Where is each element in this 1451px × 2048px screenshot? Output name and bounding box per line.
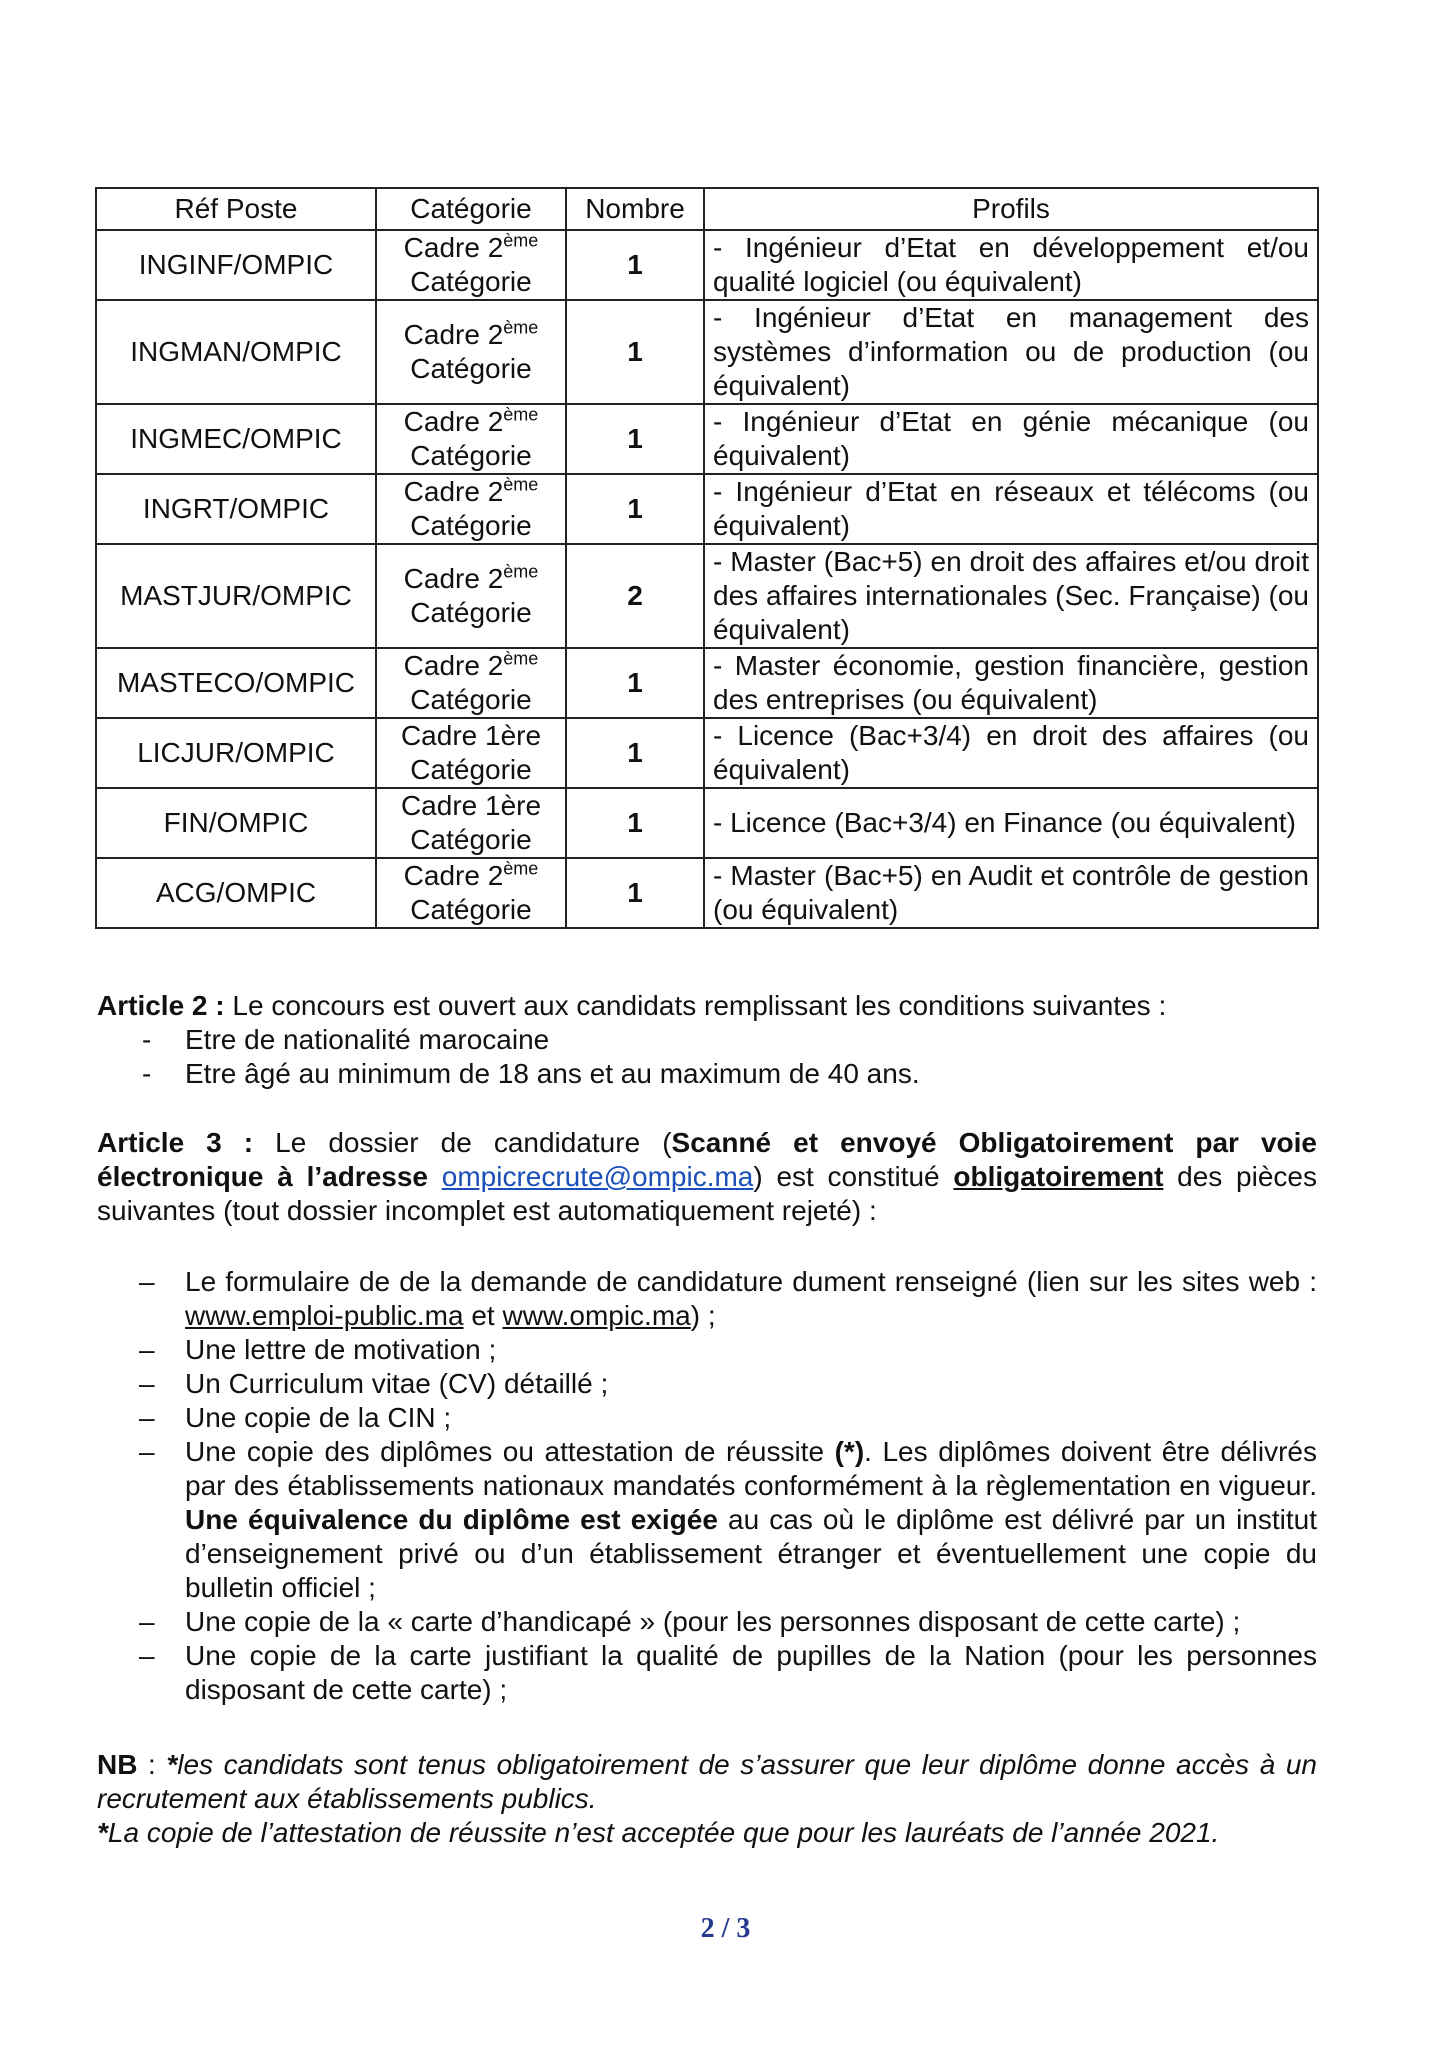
category-cell: Cadre 2ème Catégorie — [376, 858, 566, 928]
category-cell: Cadre 2ème Catégorie — [376, 648, 566, 718]
table-row — [96, 648, 1318, 718]
profile-cell: - Ingénieur d’Etat en management des systèmes d’information ou de production (ou équivalent) — [704, 300, 1318, 404]
profile-cell: - Ingénieur d’Etat en développement et/ou qualité logiciel (ou équivalent) — [704, 230, 1318, 300]
article-2 — [97, 989, 1317, 1091]
article-2-intro: Article 2 : Le concours est ouvert aux candidats remplissant les conditions suivantes : — [97, 990, 1167, 1021]
number-cell: 1 — [566, 300, 704, 404]
email-link[interactable]: ompicrecrute@ompic.ma — [441, 1161, 754, 1192]
list-item: – Une copie des diplômes ou attestation de réussite (*). Les diplômes doivent être délivrés par des établissements nationaux mandatés conformément à la règlementation en vigueur. Une équivalence du diplôme est exigée au cas où le diplôme est délivré par un institut d’enseignement privé ou d’un établissement étranger et éventuellement une copie du bulletin officiel ; — [139, 1436, 1318, 1603]
profile-cell: - Master (Bac+5) en Audit et contrôle de gestion (ou équivalent) — [704, 858, 1318, 928]
header-profiles: Profils — [704, 188, 1318, 230]
table-row — [96, 858, 1318, 928]
category-cell: Cadre 2ème Catégorie — [376, 230, 566, 300]
number-cell: 1 — [566, 788, 704, 858]
category-cell: Cadre 1ère Catégorie — [376, 788, 566, 858]
list-item: – Une copie de la carte justifiant la qualité de pupilles de la Nation (pour les personnes disposant de cette carte) ; — [139, 1640, 1317, 1705]
documents-list — [97, 1265, 1317, 1707]
header-category: Catégorie — [376, 188, 566, 230]
ref-cell: FIN/OMPIC — [96, 788, 376, 858]
number-cell: 1 — [566, 648, 704, 718]
list-item: – Une copie de la CIN ; — [139, 1402, 452, 1433]
ompic-link[interactable]: www.ompic.ma — [502, 1300, 691, 1331]
category-cell: Cadre 1ère Catégorie — [376, 718, 566, 788]
article-2-conditions — [97, 1023, 1317, 1091]
profile-cell: - Ingénieur d’Etat en génie mécanique (ou équivalent) — [704, 404, 1318, 474]
table-row — [96, 404, 1318, 474]
nb-line-2: *La copie de l’attestation de réussite n’est acceptée que pour les lauréats de l’année 2021. — [97, 1817, 1220, 1848]
category-cell: Cadre 2ème Catégorie — [376, 544, 566, 648]
ref-cell: INGMEC/OMPIC — [96, 404, 376, 474]
profile-cell: - Master économie, gestion financière, gestion des entreprises (ou équivalent) — [704, 648, 1318, 718]
category-cell: Cadre 2ème Catégorie — [376, 300, 566, 404]
ref-cell: INGRT/OMPIC — [96, 474, 376, 544]
profile-cell: - Licence (Bac+3/4) en Finance (ou équivalent) — [704, 788, 1318, 858]
number-cell: 1 — [566, 404, 704, 474]
list-item: – Un Curriculum vitae (CV) détaillé ; — [139, 1368, 609, 1399]
number-cell: 1 — [566, 858, 704, 928]
table-row — [96, 300, 1318, 404]
list-item: – Une copie de la « carte d’handicapé » (pour les personnes disposant de cette carte) ; — [139, 1606, 1241, 1637]
list-item: - Etre âgé au minimum de 18 ans et au maximum de 40 ans. — [142, 1058, 920, 1089]
category-cell: Cadre 2ème Catégorie — [376, 474, 566, 544]
profile-cell: - Licence (Bac+3/4) en droit des affaires (ou équivalent) — [704, 718, 1318, 788]
ref-cell: INGMAN/OMPIC — [96, 300, 376, 404]
number-cell: 1 — [566, 474, 704, 544]
number-cell: 1 — [566, 230, 704, 300]
table-row — [96, 474, 1318, 544]
page-number: 2 / 3 — [700, 1913, 751, 1944]
profile-cell: - Master (Bac+5) en droit des affaires et/ou droit des affaires internationales (Sec. Française) (ou équivalent) — [704, 544, 1318, 648]
emploi-public-link[interactable]: www.emploi-public.ma — [185, 1300, 464, 1331]
ref-cell: MASTJUR/OMPIC — [96, 544, 376, 648]
number-cell: 1 — [566, 718, 704, 788]
positions-table — [95, 187, 1319, 929]
nb-line-1: NB : *les candidats sont tenus obligatoirement de s’assurer que leur diplôme donne accès à un recrutement aux établissements publics. — [97, 1749, 1317, 1814]
ref-cell: ACG/OMPIC — [96, 858, 376, 928]
nb-note — [97, 1748, 1317, 1850]
header-ref: Réf Poste — [96, 188, 376, 230]
article-3-intro: Article 3 : Le dossier de candidature (Scanné et envoyé Obligatoirement par voie électronique à l’adresse ompicrecrute@ompic.ma) est constitué obligatoirement des pièces suivantes (tout dossier incomplet est automatiquement rejeté) : — [97, 1127, 1317, 1226]
table-row — [96, 788, 1318, 858]
ref-cell: MASTECO/OMPIC — [96, 648, 376, 718]
number-cell: 2 — [566, 544, 704, 648]
table-row — [96, 230, 1318, 300]
list-item: – Une lettre de motivation ; — [139, 1334, 497, 1365]
article-3-documents — [97, 1265, 1317, 1707]
list-item: - Etre de nationalité marocaine — [142, 1024, 550, 1055]
category-cell: Cadre 2ème Catégorie — [376, 404, 566, 474]
table-row — [96, 544, 1318, 648]
ref-cell: INGINF/OMPIC — [96, 230, 376, 300]
ref-cell: LICJUR/OMPIC — [96, 718, 376, 788]
header-number: Nombre — [566, 188, 704, 230]
list-item: – Le formulaire de de la demande de candidature dument renseigné (lien sur les sites web : www.emploi-public.ma et www.ompic.ma) ; — [139, 1266, 1317, 1331]
profile-cell: - Ingénieur d’Etat en réseaux et télécoms (ou équivalent) — [704, 474, 1318, 544]
table-row — [96, 718, 1318, 788]
table-header-row — [96, 188, 1318, 230]
